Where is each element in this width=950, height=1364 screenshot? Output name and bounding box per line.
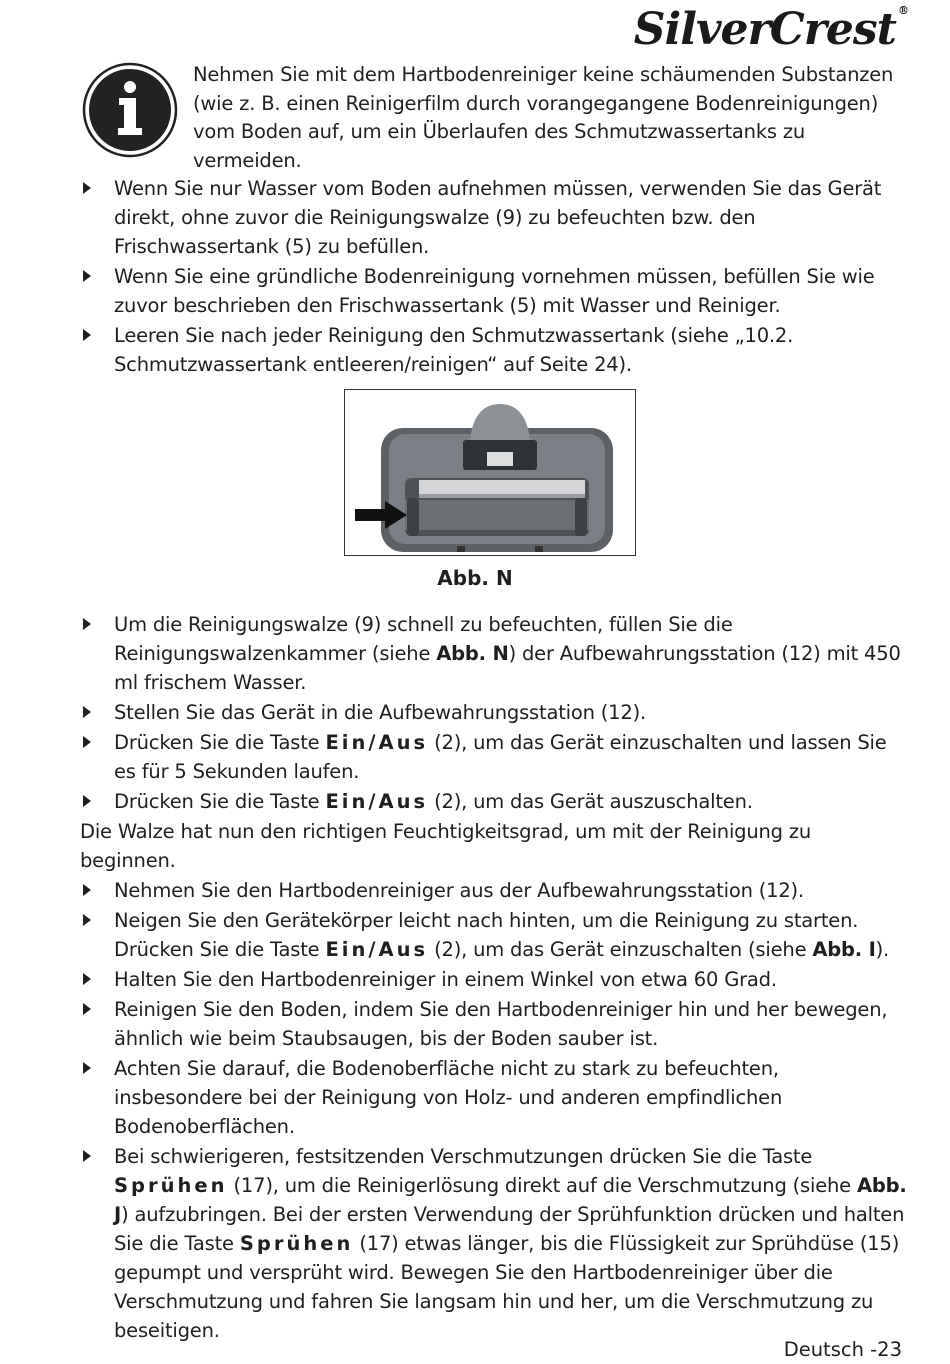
triangle-bullet-icon xyxy=(83,1003,91,1015)
triangle-bullet-icon xyxy=(83,884,91,896)
figure-reference: Abb. J xyxy=(114,1174,907,1226)
list-item: Stellen Sie das Gerät in die Aufbewahrungsstation (12). xyxy=(80,698,910,727)
triangle-bullet-icon xyxy=(83,1062,91,1074)
list-item: Halten Sie den Hartbodenreiniger in einem Winkel von etwa 60 Grad. xyxy=(80,965,910,994)
triangle-bullet-icon xyxy=(83,182,91,194)
bullet-list-top xyxy=(80,174,910,380)
plain-paragraph: Die Walze hat nun den richtigen Feuchtigkeitsgrad, um mit der Reinigung zu beginnen. xyxy=(80,820,812,872)
triangle-bullet-icon xyxy=(83,329,91,341)
triangle-bullet-icon xyxy=(83,706,91,718)
list-item: Nehmen Sie den Hartbodenreiniger aus der Aufbewahrungsstation (12). xyxy=(80,876,910,905)
list-item: Um die Reinigungswalze (9) schnell zu befeuchten, füllen Sie die Reinigungswalzenkammer (siehe Abb. N) der Aufbewahrungsstation (12) mit 450 ml frischem Wasser. xyxy=(80,610,910,697)
figure-storage-station xyxy=(344,389,636,556)
page-number: Deutsch -23 xyxy=(783,1338,902,1361)
list-item: Reinigen Sie den Boden, indem Sie den Hartbodenreiniger hin und her bewegen, ähnlich wie beim Staubsaugen, bis der Boden sauber ist. xyxy=(80,995,910,1053)
logo-text: SilverCrest xyxy=(633,4,896,55)
list-item: Wenn Sie eine gründliche Bodenreinigung vornehmen müssen, befüllen Sie wie zuvor beschrieben den Frischwassertank (5) mit Wasser und Reiniger. xyxy=(80,262,910,320)
triangle-bullet-icon xyxy=(83,618,91,630)
list-item: Neigen Sie den Gerätekörper leicht nach hinten, um die Reinigung zu starten. Drücken Sie die Taste Ein/Aus (2), um das Gerät einzuschalten (siehe Abb. I). xyxy=(80,906,910,964)
key-label: Ein/Aus xyxy=(325,790,429,813)
triangle-bullet-icon xyxy=(83,270,91,282)
triangle-bullet-icon xyxy=(83,795,91,807)
list-item: Leeren Sie nach jeder Reinigung den Schmutzwassertank (siehe „10.2. Schmutzwassertank entleeren/reinigen“ auf Seite 24). xyxy=(80,321,910,379)
list-item: Drücken Sie die Taste Ein/Aus (2), um das Gerät einzuschalten und lassen Sie es für 5 Sekunden laufen. xyxy=(80,728,910,786)
key-label: Ein/Aus xyxy=(325,938,429,961)
list-item: Bei schwierigeren, festsitzenden Verschmutzungen drücken Sie die Taste Sprühen (17), um die Reinigerlösung direkt auf die Verschmutzung (siehe Abb. J) aufzubringen. Bei der ersten Verwendung der Sprühfunktion drücken und halten Sie die Taste Sprühen (17) etwas länger, bis die Flüssigkeit zur Sprühdüse (15) gepumpt und versprüht wird. Bewegen Sie den Hartbodenreiniger über die Verschmutzung und fahren Sie langsam hin und her, um die Verschmutzung zu beseitigen. xyxy=(80,1142,910,1345)
figure-caption: Abb. N xyxy=(437,566,513,590)
figure-reference: Abb. I xyxy=(812,938,876,961)
list-item: Achten Sie darauf, die Bodenoberfläche nicht zu stark zu befeuchten, insbesondere bei der Reinigung von Holz- und anderen empfindlichen Bodenoberflächen. xyxy=(80,1054,910,1141)
storage-station-illustration xyxy=(345,390,634,554)
key-label: Sprühen xyxy=(114,1174,228,1197)
triangle-bullet-icon xyxy=(83,1150,91,1162)
info-note: Nehmen Sie mit dem Hartbodenreiniger keine schäumenden Substanzen (wie z. B. einen Reinigerfilm durch vorangegangene Bodenreinigungen) vom Boden auf, um ein Überlaufen des Schmutzwassertanks zu vermeiden. xyxy=(193,63,894,172)
figure-reference: Abb. N xyxy=(436,642,509,665)
triangle-bullet-icon xyxy=(83,914,91,926)
brand-logo xyxy=(634,4,908,55)
list-item: Drücken Sie die Taste Ein/Aus (2), um das Gerät auszuschalten. xyxy=(80,787,910,816)
triangle-bullet-icon xyxy=(83,973,91,985)
list-item: Wenn Sie nur Wasser vom Boden aufnehmen müssen, verwenden Sie das Gerät direkt, ohne zuvor die Reinigungswalze (9) zu befeuchten bzw. den Frischwassertank (5) zu befüllen. xyxy=(80,174,910,261)
key-label: Ein/Aus xyxy=(325,731,429,754)
key-label: Sprühen xyxy=(239,1232,354,1255)
info-icon xyxy=(82,62,178,158)
triangle-bullet-icon xyxy=(83,736,91,748)
registered-mark: ® xyxy=(898,4,908,17)
instruction-list xyxy=(80,610,910,1346)
